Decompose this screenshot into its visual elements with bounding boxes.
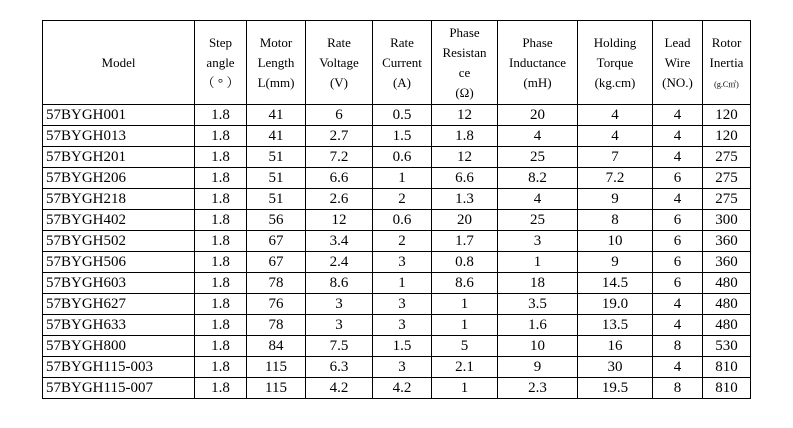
cell-phase-inductance: 2.3 xyxy=(498,378,578,399)
header-row xyxy=(43,21,751,105)
stepper-motor-spec-table xyxy=(42,20,751,399)
cell-rotor-inertia: 480 xyxy=(703,273,751,294)
table-row xyxy=(43,231,751,252)
cell-phase-resistance: 1 xyxy=(432,315,498,336)
cell-phase-resistance: 8.6 xyxy=(432,273,498,294)
cell-rate-voltage: 3 xyxy=(306,294,373,315)
table-row xyxy=(43,105,751,126)
cell-phase-resistance: 2.1 xyxy=(432,357,498,378)
cell-holding-torque: 19.0 xyxy=(578,294,653,315)
cell-rotor-inertia: 480 xyxy=(703,294,751,315)
cell-rate-voltage: 6.6 xyxy=(306,168,373,189)
header-rotor-inertia-label: Rotor Inertia xyxy=(709,34,744,70)
cell-rotor-inertia: 275 xyxy=(703,168,751,189)
cell-phase-inductance: 1 xyxy=(498,252,578,273)
cell-phase-resistance: 1.3 xyxy=(432,189,498,210)
cell-motor-length: 115 xyxy=(247,357,306,378)
cell-rate-current: 3 xyxy=(373,357,432,378)
table-body xyxy=(43,105,751,399)
cell-phase-inductance: 1.6 xyxy=(498,315,578,336)
cell-rate-voltage: 2.4 xyxy=(306,252,373,273)
cell-rate-current: 0.6 xyxy=(373,210,432,231)
cell-model: 57BYGH800 xyxy=(43,336,195,357)
cell-lead-wire: 8 xyxy=(653,336,703,357)
cell-rate-current: 3 xyxy=(373,294,432,315)
table-row xyxy=(43,147,751,168)
cell-model: 57BYGH502 xyxy=(43,231,195,252)
cell-lead-wire: 4 xyxy=(653,357,703,378)
cell-rate-voltage: 7.5 xyxy=(306,336,373,357)
cell-model: 57BYGH115-003 xyxy=(43,357,195,378)
header-rotor-inertia-unit: (g.C㎡) xyxy=(714,79,739,89)
cell-holding-torque: 9 xyxy=(578,252,653,273)
cell-model: 57BYGH402 xyxy=(43,210,195,231)
cell-rate-current: 0.6 xyxy=(373,147,432,168)
header-model: Model xyxy=(43,21,195,105)
cell-motor-length: 76 xyxy=(247,294,306,315)
cell-rate-current: 0.5 xyxy=(373,105,432,126)
header-phase-inductance: Phase Inductance (mH) xyxy=(498,21,578,105)
cell-model: 57BYGH633 xyxy=(43,315,195,336)
cell-phase-inductance: 25 xyxy=(498,147,578,168)
cell-rotor-inertia: 530 xyxy=(703,336,751,357)
cell-model: 57BYGH627 xyxy=(43,294,195,315)
cell-holding-torque: 9 xyxy=(578,189,653,210)
cell-rate-current: 3 xyxy=(373,252,432,273)
cell-lead-wire: 4 xyxy=(653,315,703,336)
cell-phase-resistance: 20 xyxy=(432,210,498,231)
cell-rate-current: 2 xyxy=(373,189,432,210)
cell-step-angle: 1.8 xyxy=(195,231,247,252)
table-row xyxy=(43,273,751,294)
cell-lead-wire: 4 xyxy=(653,189,703,210)
cell-motor-length: 84 xyxy=(247,336,306,357)
cell-rate-current: 1.5 xyxy=(373,336,432,357)
cell-rate-current: 2 xyxy=(373,231,432,252)
cell-rate-current: 1.5 xyxy=(373,126,432,147)
cell-rate-voltage: 12 xyxy=(306,210,373,231)
cell-phase-inductance: 9 xyxy=(498,357,578,378)
cell-rate-current: 4.2 xyxy=(373,378,432,399)
table-row xyxy=(43,357,751,378)
cell-holding-torque: 13.5 xyxy=(578,315,653,336)
cell-rotor-inertia: 360 xyxy=(703,252,751,273)
cell-rate-voltage: 8.6 xyxy=(306,273,373,294)
cell-phase-inductance: 3.5 xyxy=(498,294,578,315)
cell-rate-current: 3 xyxy=(373,315,432,336)
cell-motor-length: 51 xyxy=(247,147,306,168)
cell-model: 57BYGH201 xyxy=(43,147,195,168)
cell-lead-wire: 6 xyxy=(653,210,703,231)
cell-motor-length: 67 xyxy=(247,252,306,273)
table-row xyxy=(43,126,751,147)
cell-step-angle: 1.8 xyxy=(195,105,247,126)
cell-step-angle: 1.8 xyxy=(195,252,247,273)
cell-step-angle: 1.8 xyxy=(195,189,247,210)
cell-rotor-inertia: 275 xyxy=(703,147,751,168)
cell-step-angle: 1.8 xyxy=(195,378,247,399)
cell-phase-resistance: 1 xyxy=(432,294,498,315)
cell-rotor-inertia: 275 xyxy=(703,189,751,210)
cell-phase-resistance: 1.8 xyxy=(432,126,498,147)
cell-rotor-inertia: 120 xyxy=(703,126,751,147)
header-rate-voltage: Rate Voltage (V) xyxy=(306,21,373,105)
cell-rotor-inertia: 120 xyxy=(703,105,751,126)
cell-rate-voltage: 6 xyxy=(306,105,373,126)
spec-table-container xyxy=(42,20,751,399)
cell-lead-wire: 6 xyxy=(653,252,703,273)
cell-step-angle: 1.8 xyxy=(195,357,247,378)
cell-motor-length: 78 xyxy=(247,273,306,294)
table-row xyxy=(43,189,751,210)
cell-holding-torque: 10 xyxy=(578,231,653,252)
cell-phase-inductance: 4 xyxy=(498,189,578,210)
cell-rate-voltage: 3.4 xyxy=(306,231,373,252)
header-holding-torque: Holding Torque (kg.cm) xyxy=(578,21,653,105)
cell-lead-wire: 6 xyxy=(653,231,703,252)
cell-step-angle: 1.8 xyxy=(195,168,247,189)
table-row xyxy=(43,210,751,231)
cell-lead-wire: 6 xyxy=(653,273,703,294)
cell-rate-voltage: 2.7 xyxy=(306,126,373,147)
cell-motor-length: 41 xyxy=(247,105,306,126)
cell-holding-torque: 7.2 xyxy=(578,168,653,189)
cell-phase-resistance: 5 xyxy=(432,336,498,357)
cell-phase-resistance: 1 xyxy=(432,378,498,399)
cell-phase-inductance: 3 xyxy=(498,231,578,252)
cell-phase-resistance: 0.8 xyxy=(432,252,498,273)
cell-model: 57BYGH013 xyxy=(43,126,195,147)
cell-holding-torque: 4 xyxy=(578,105,653,126)
cell-rotor-inertia: 810 xyxy=(703,357,751,378)
cell-rate-current: 1 xyxy=(373,273,432,294)
cell-model: 57BYGH603 xyxy=(43,273,195,294)
cell-phase-inductance: 18 xyxy=(498,273,578,294)
header-rotor-inertia xyxy=(703,21,751,105)
cell-motor-length: 41 xyxy=(247,126,306,147)
cell-lead-wire: 4 xyxy=(653,105,703,126)
cell-step-angle: 1.8 xyxy=(195,273,247,294)
cell-phase-resistance: 1.7 xyxy=(432,231,498,252)
cell-rotor-inertia: 480 xyxy=(703,315,751,336)
header-phase-resistance: Phase Resistan ce (Ω) xyxy=(432,21,498,105)
cell-motor-length: 51 xyxy=(247,189,306,210)
cell-model: 57BYGH115-007 xyxy=(43,378,195,399)
table-row xyxy=(43,168,751,189)
cell-holding-torque: 16 xyxy=(578,336,653,357)
cell-step-angle: 1.8 xyxy=(195,315,247,336)
cell-model: 57BYGH001 xyxy=(43,105,195,126)
cell-phase-resistance: 12 xyxy=(432,147,498,168)
table-row xyxy=(43,315,751,336)
cell-step-angle: 1.8 xyxy=(195,210,247,231)
cell-holding-torque: 7 xyxy=(578,147,653,168)
cell-rate-voltage: 4.2 xyxy=(306,378,373,399)
cell-rate-voltage: 2.6 xyxy=(306,189,373,210)
cell-phase-resistance: 12 xyxy=(432,105,498,126)
cell-holding-torque: 30 xyxy=(578,357,653,378)
cell-lead-wire: 4 xyxy=(653,147,703,168)
header-lead-wire: Lead Wire (NO.) xyxy=(653,21,703,105)
cell-holding-torque: 8 xyxy=(578,210,653,231)
cell-step-angle: 1.8 xyxy=(195,294,247,315)
cell-lead-wire: 4 xyxy=(653,126,703,147)
cell-rotor-inertia: 810 xyxy=(703,378,751,399)
cell-phase-inductance: 8.2 xyxy=(498,168,578,189)
cell-motor-length: 67 xyxy=(247,231,306,252)
cell-holding-torque: 19.5 xyxy=(578,378,653,399)
cell-model: 57BYGH506 xyxy=(43,252,195,273)
cell-lead-wire: 6 xyxy=(653,168,703,189)
cell-rotor-inertia: 300 xyxy=(703,210,751,231)
header-motor-length: Motor Length L(mm) xyxy=(247,21,306,105)
cell-motor-length: 56 xyxy=(247,210,306,231)
cell-lead-wire: 4 xyxy=(653,294,703,315)
cell-step-angle: 1.8 xyxy=(195,147,247,168)
header-rate-current: Rate Current (A) xyxy=(373,21,432,105)
cell-motor-length: 51 xyxy=(247,168,306,189)
cell-rate-voltage: 7.2 xyxy=(306,147,373,168)
cell-motor-length: 78 xyxy=(247,315,306,336)
cell-lead-wire: 8 xyxy=(653,378,703,399)
cell-model: 57BYGH206 xyxy=(43,168,195,189)
cell-phase-resistance: 6.6 xyxy=(432,168,498,189)
table-row xyxy=(43,378,751,399)
cell-motor-length: 115 xyxy=(247,378,306,399)
cell-model: 57BYGH218 xyxy=(43,189,195,210)
cell-step-angle: 1.8 xyxy=(195,126,247,147)
cell-rate-voltage: 6.3 xyxy=(306,357,373,378)
header-step-angle: Step angle （ ° ） xyxy=(195,21,247,105)
cell-rotor-inertia: 360 xyxy=(703,231,751,252)
table-row xyxy=(43,252,751,273)
cell-phase-inductance: 20 xyxy=(498,105,578,126)
table-row xyxy=(43,294,751,315)
cell-holding-torque: 4 xyxy=(578,126,653,147)
cell-rate-current: 1 xyxy=(373,168,432,189)
cell-step-angle: 1.8 xyxy=(195,336,247,357)
cell-rate-voltage: 3 xyxy=(306,315,373,336)
cell-holding-torque: 14.5 xyxy=(578,273,653,294)
cell-phase-inductance: 25 xyxy=(498,210,578,231)
cell-phase-inductance: 4 xyxy=(498,126,578,147)
table-row xyxy=(43,336,751,357)
cell-phase-inductance: 10 xyxy=(498,336,578,357)
